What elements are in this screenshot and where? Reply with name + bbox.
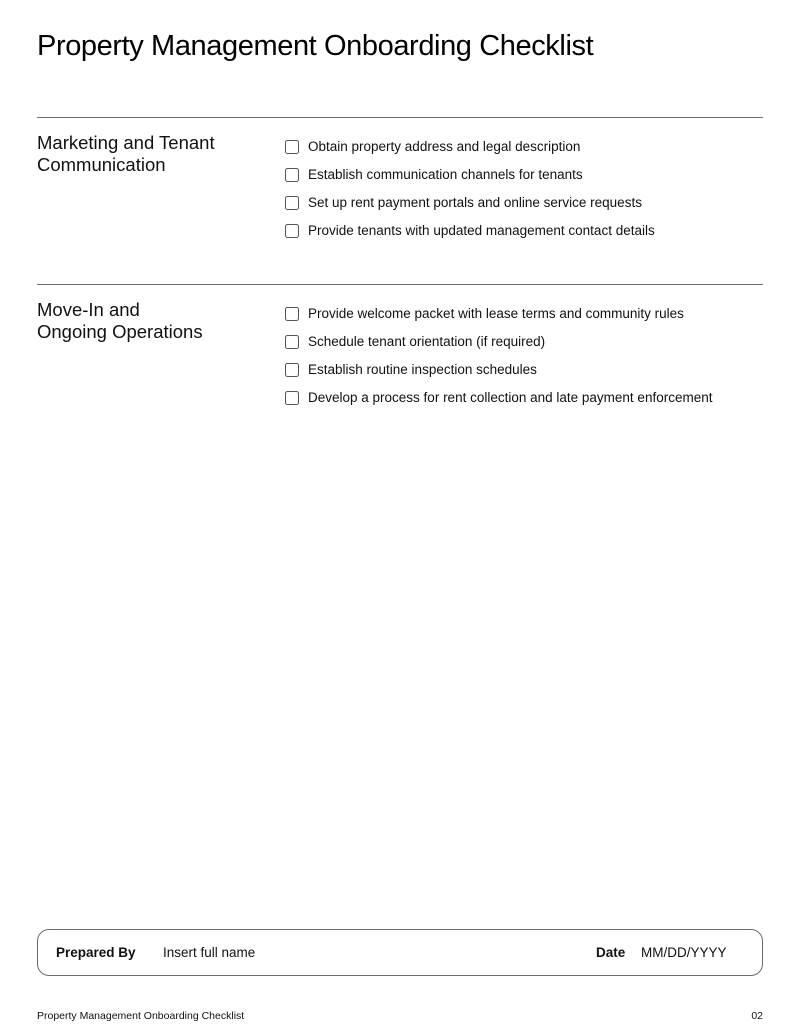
checklist-item[interactable] xyxy=(285,217,655,245)
checkbox[interactable] xyxy=(285,168,299,182)
date-label: Date xyxy=(596,945,626,960)
section-title-line: Marketing and Tenant xyxy=(37,132,215,153)
footer-document-name: Property Management Onboarding Checklist xyxy=(37,1010,245,1022)
checkbox[interactable] xyxy=(285,224,299,238)
checklist-item[interactable] xyxy=(285,133,655,161)
checklist-item[interactable] xyxy=(285,300,712,328)
checklist-item-label: Schedule tenant orientation (if required) xyxy=(308,333,546,349)
section-title xyxy=(37,299,257,343)
checklist-item-label: Provide welcome packet with lease terms and community rules xyxy=(308,305,684,321)
checkbox[interactable] xyxy=(285,363,299,377)
signoff-box xyxy=(37,929,763,976)
checklist-item[interactable] xyxy=(285,161,655,189)
section-title-line: Ongoing Operations xyxy=(37,321,203,342)
checklist-item-label: Develop a process for rent collection and late payment enforcement xyxy=(308,389,713,405)
checkbox[interactable] xyxy=(285,391,299,405)
section-move-in-ongoing-operations xyxy=(37,284,763,424)
checklist-item[interactable] xyxy=(285,356,712,384)
page-number: 02 xyxy=(751,1010,763,1022)
section-title-line: Communication xyxy=(37,154,166,175)
checkbox[interactable] xyxy=(285,140,299,154)
checklist-item[interactable] xyxy=(285,189,655,217)
checklist xyxy=(285,300,712,412)
checklist xyxy=(285,133,655,245)
prepared-by-label: Prepared By xyxy=(56,945,136,960)
checklist-item[interactable] xyxy=(285,384,712,412)
checkbox[interactable] xyxy=(285,196,299,210)
checklist-item[interactable] xyxy=(285,328,712,356)
checklist-item-label: Set up rent payment portals and online service requests xyxy=(308,194,642,210)
date-field[interactable]: MM/DD/YYYY xyxy=(641,945,727,960)
checkbox[interactable] xyxy=(285,335,299,349)
page-title: Property Management Onboarding Checklist xyxy=(37,30,594,62)
checkbox[interactable] xyxy=(285,307,299,321)
checklist-item-label: Establish routine inspection schedules xyxy=(308,361,537,377)
checklist-item-label: Provide tenants with updated management contact details xyxy=(308,222,655,238)
section-title xyxy=(37,132,257,176)
checklist-item-label: Establish communication channels for tenants xyxy=(308,166,583,182)
checklist-item-label: Obtain property address and legal description xyxy=(308,138,581,154)
section-title-line: Move-In and xyxy=(37,299,140,320)
section-marketing-tenant-communication xyxy=(37,117,763,283)
prepared-by-field[interactable]: Insert full name xyxy=(163,945,256,960)
